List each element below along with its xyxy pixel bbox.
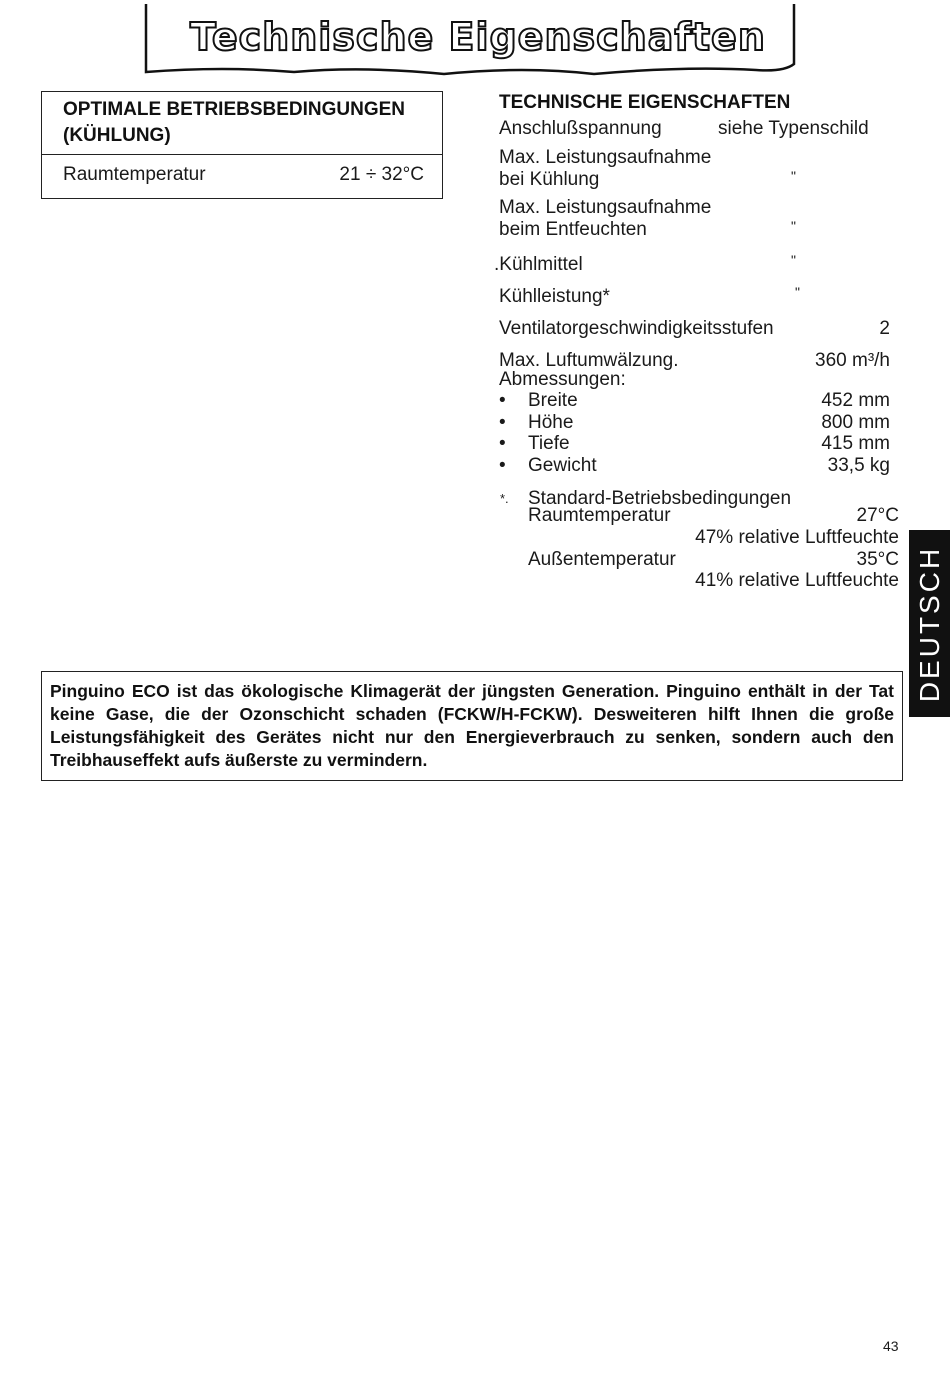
dimension-value: 452 mm (821, 390, 890, 411)
capacity-label: Kühlleistung* (499, 286, 610, 307)
specs-heading: TECHNISCHE EIGENSCHAFTEN (499, 92, 791, 113)
language-tab (909, 530, 950, 717)
voltage-value: siehe Typenschild (718, 118, 869, 139)
ditto-mark: " (795, 284, 800, 300)
ditto-mark: " (791, 218, 796, 234)
eco-info-text: Pinguino ECO ist das ökologische Klimagerät der jüngsten Generation. Pinguino enthält in der Tat keine Gase, die der Ozonschicht schaden (FCKW/H-FCKW). Desweiteren hilft Ihnen die große Leistungsfähigkeit des Gerätes nicht nur den Energieverbrauch zu senken, sondern auch den Treibhauseffekt aufs äußerste zu vermindern. (50, 681, 894, 770)
room-temperature-value: 21 ÷ 32°C (339, 164, 424, 185)
ditto-mark: " (791, 168, 796, 184)
page-number: 43 (883, 1338, 899, 1354)
dimension-label: Höhe (528, 412, 574, 433)
room-temperature-row (63, 164, 424, 186)
power-dehum-label-line1: Max. Leistungsaufnahme (499, 197, 712, 218)
dimension-label: Breite (528, 390, 578, 411)
room-temperature-label: Raumtemperatur (63, 164, 206, 185)
dimensions-label: Abmessungen: (499, 369, 626, 390)
room-humidity: 47% relative Luftfeuchte (695, 527, 899, 548)
operating-conditions-box (41, 91, 443, 199)
power-dehum-label-line2: beim Entfeuchten (499, 219, 647, 240)
room-temp-value: 27°C (856, 505, 899, 526)
voltage-label: Anschlußspannung (499, 118, 662, 139)
bullet-icon: • (499, 390, 506, 411)
dimension-value: 33,5 kg (827, 455, 890, 476)
room-temp-label: Raumtemperatur (528, 505, 671, 526)
airflow-value: 360 m³/h (815, 350, 890, 371)
power-cooling-label-line1: Max. Leistungsaufnahme (499, 147, 712, 168)
airflow-label: Max. Luftumwälzung. (499, 350, 679, 371)
dimension-value: 415 mm (821, 433, 890, 454)
fan-stages-label: Ventilatorgeschwindigkeitsstufen (499, 318, 774, 339)
dimension-value: 800 mm (821, 412, 890, 433)
bullet-icon: • (499, 412, 506, 433)
bullet-icon: • (499, 433, 506, 454)
page-title: Technische Eigenschaften (190, 15, 766, 59)
footnote-marker: *. (500, 491, 509, 506)
outdoor-humidity: 41% relative Luftfeuchte (695, 570, 899, 591)
outdoor-temp-value: 35°C (856, 549, 899, 570)
eco-info-box (41, 671, 903, 781)
ditto-mark: " (791, 252, 796, 268)
dimension-label: Tiefe (528, 433, 570, 454)
outdoor-temp-label: Außentemperatur (528, 549, 676, 570)
bullet-icon: • (499, 455, 506, 476)
dimension-label: Gewicht (528, 455, 597, 476)
language-tab-label: DEUTSCH (913, 545, 945, 702)
footnote-title: Standard-Betriebsbedingungen (528, 488, 792, 509)
refrigerant-label: .Kühlmittel (494, 254, 583, 275)
fan-stages-value: 2 (879, 318, 890, 339)
power-cooling-label-line2: bei Kühlung (499, 169, 600, 190)
operating-conditions-heading: OPTIMALE BETRIEBSBEDINGUNGEN (KÜHLUNG) (42, 92, 442, 155)
